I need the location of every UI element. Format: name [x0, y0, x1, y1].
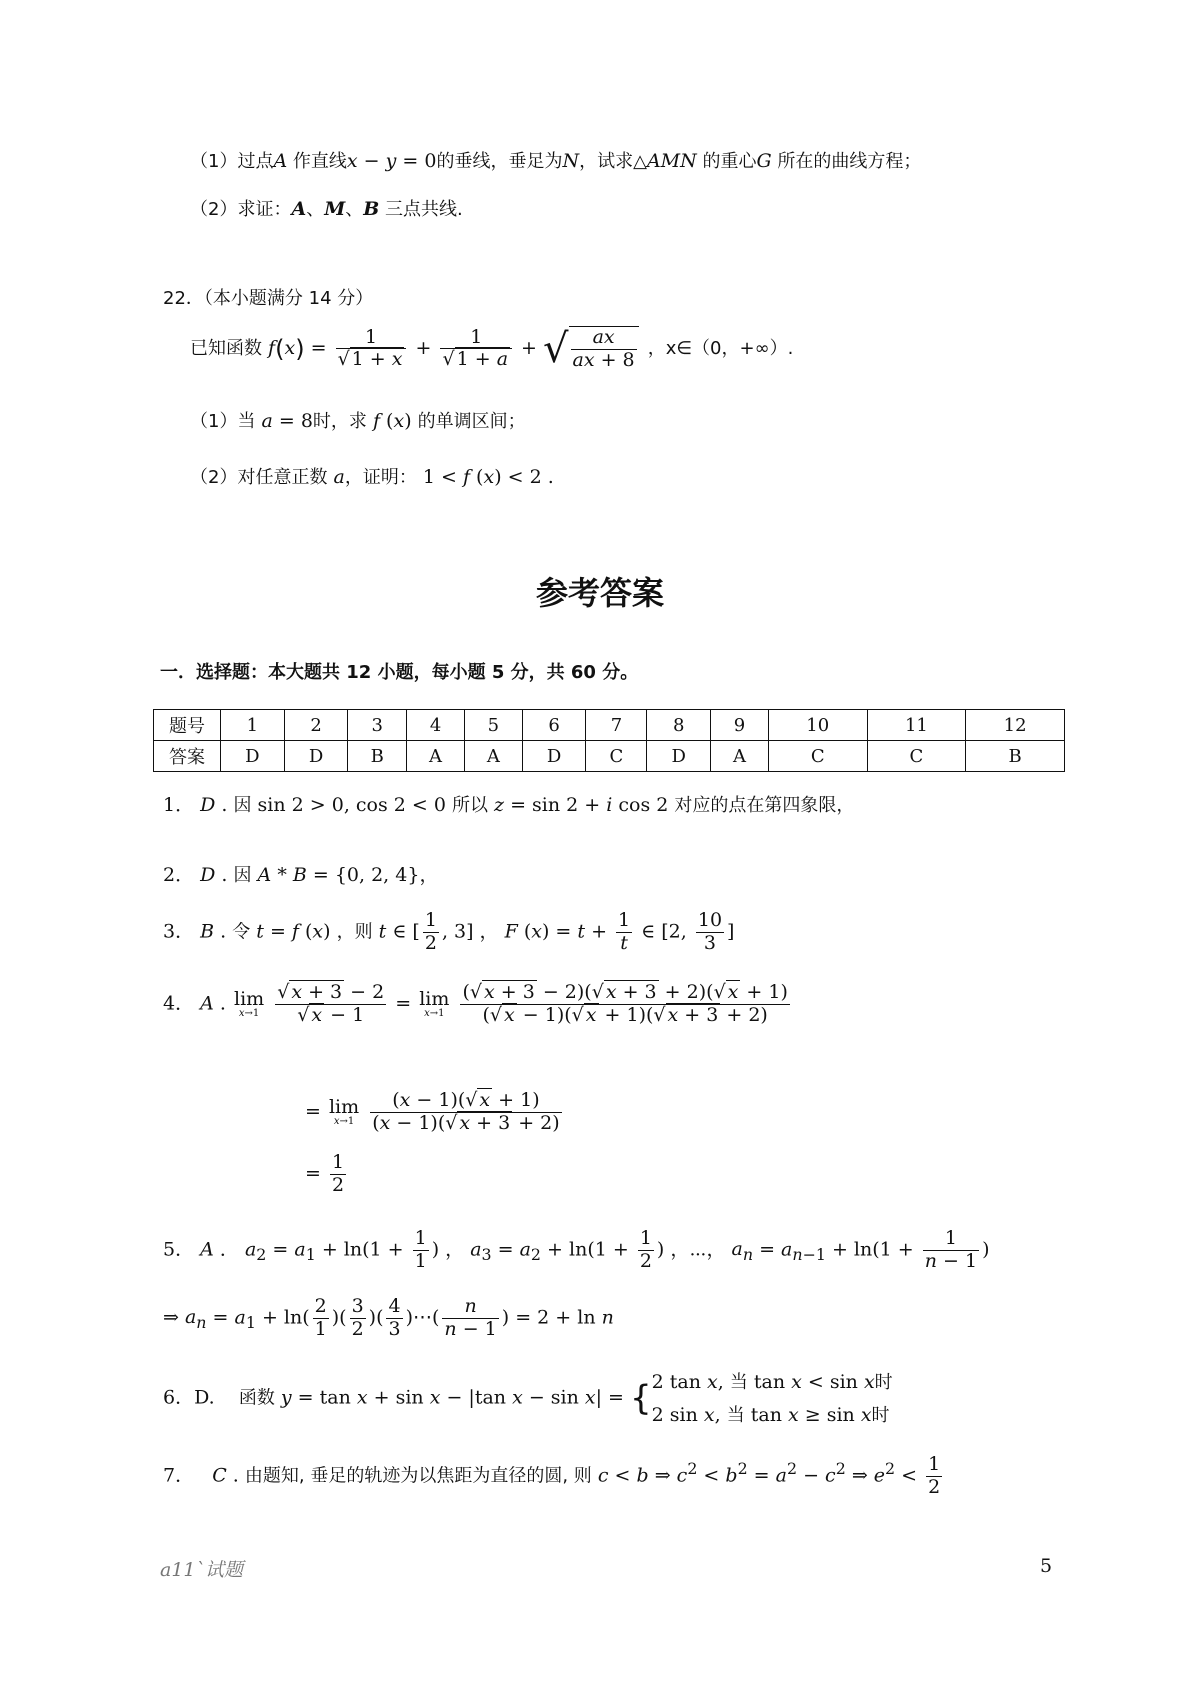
cell: 6 [522, 710, 586, 741]
cell: 1 [221, 710, 285, 741]
cell: D [522, 741, 586, 772]
page-number: 5 [1040, 1555, 1053, 1577]
cell: B [348, 741, 407, 772]
solution-3: 3． B . 令 t = f (x) ，则 t ∈ [ $\frac{1}{2}$ , 3] ， F (x) = t + $\frac{1}{t}$ ∈ [2, $\frac{10}{3}$ ] [163, 909, 735, 954]
cell: 5 [464, 710, 522, 741]
cell: 2 [284, 710, 348, 741]
cell: C [867, 741, 966, 772]
cell: A [711, 741, 769, 772]
solution-4-step3: = $\frac{1}{2}$ [305, 1151, 345, 1196]
row-label: 答案 [154, 741, 221, 772]
footer-left: a11`试题 [160, 1559, 244, 1581]
solution-6: 6．D. 函数 y = tan x + sin x − |tan x − sin x| = { 2 tan x, 当 tan x < sin x时 2 sin x, 当 tan x ≥ sin x时 [163, 1371, 893, 1426]
section1-title: 一．选择题：本大题共 12 小题，每小题 5 分，共 60 分。 [160, 662, 639, 683]
table-row-numbers [154, 710, 1065, 741]
solution-4: 4． A . lim x→1 $\frac{√ x + 3 - 2}{√ x - 1}$ = lim x→1 $\frac{(√ x + 3 - 2)(√ x + 3 + 2)(√ x + 1)}{(√ x - 1)(√ x + 1)(√ x + 3 + 2)}$ [163, 981, 788, 1026]
answer-title: 参考答案 [535, 574, 664, 612]
q21-part1: （1）过点A 作直线x − y = 0的垂线，垂足为N，试求△AMN 的重心G 所在的曲线方程； [190, 150, 922, 172]
cell: D [221, 741, 285, 772]
cell: 10 [768, 710, 867, 741]
solution-1: 1． D . 因 sin 2 > 0, cos 2 < 0 所以 z = sin 2 + i cos 2 对应的点在第四象限， [163, 794, 855, 816]
cell: 8 [647, 710, 711, 741]
cell: D [284, 741, 348, 772]
q21-part2: （2）求证：A、M、B 三点共线. [190, 198, 463, 220]
q22-part2: （2）对任意正数 a，证明： 1 < f (x) < 2 . [190, 466, 554, 488]
solution-7: 7． C . 由题知, 垂足的轨迹为以焦距为直径的圆, 则 c < b ⇒ $c^2 < b^2 = a^2 - c^2$ ⇒ $e^2$ < $\frac{1}{2}$ [163, 1453, 941, 1498]
cell: 12 [966, 710, 1065, 741]
row-label: 题号 [154, 710, 221, 741]
cell: D [647, 741, 711, 772]
cell: A [407, 741, 465, 772]
cell: 7 [586, 710, 647, 741]
solution-5: 5． A ． $a_2 = a_1 + \ln(1$ + $\frac{1}{1}$ ) ， $a_3 = a_2 + \ln(1$ + $\frac{1}{2}$ ) ，⋯， $a_n = a_{n-1} + \ln(1$ + $\frac{1}{n - 1}$ ) [163, 1227, 990, 1272]
cell: 3 [348, 710, 407, 741]
cell: 4 [407, 710, 465, 741]
cell: A [464, 741, 522, 772]
solution-4-step2: = lim x→1 $\frac{(x - 1)(√ x + 1)}{(x - 1)(√ x + 3 + 2)}$ [305, 1089, 560, 1134]
solution-5-step2: ⇒ $a_n = a_1 + \ln$( $\frac{2}{1}$ )( $\frac{3}{2}$ )( $\frac{4}{3}$ )⋯( $\frac{n}{n - 1}$ ) = 2 + ln n [163, 1295, 614, 1340]
q22-part1: （1）当 a = 8时，求 f (x) 的单调区间； [190, 410, 526, 432]
cell: B [966, 741, 1065, 772]
q22-function-definition: 已知函数 f(x) = $\frac{1}{√ 1 + x}$ + $\frac{1}{√ 1 + a}$ + √ $\frac{ax}{ax + 8}$ ，x∈（0，+∞）. [190, 325, 794, 372]
cell: 11 [867, 710, 966, 741]
q22-header: 22．（本小题满分 14 分） [163, 288, 374, 309]
table-row-answers [154, 741, 1065, 772]
cell: 9 [711, 710, 769, 741]
cell: C [586, 741, 647, 772]
answer-table [153, 709, 1065, 772]
cell: C [768, 741, 867, 772]
solution-2: 2． D . 因 A * B = {0, 2, 4}， [163, 864, 439, 886]
